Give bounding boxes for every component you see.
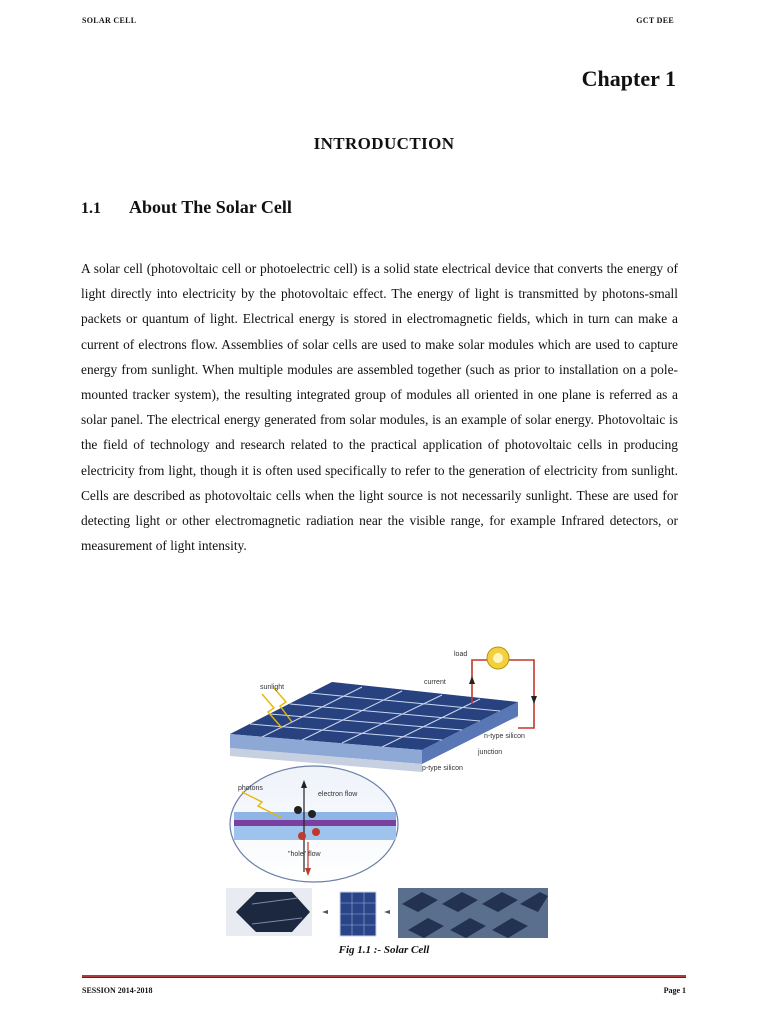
figure-caption: Fig 1.1 :- Solar Cell [338,944,430,956]
solar-cell-diagram [222,642,552,942]
section-number: 1.1 [81,200,101,217]
body-paragraph: A solar cell (photovoltaic cell or photoelectric cell) is a solid state electrical device that converts the energy of light directly into electricity by the photovoltaic effect. The energy of light is transmitted by photons-small packets or quantum of light. Electrical energy is stored in electromagnetic fields, which in turn can make a current of electrons flow. Assemblies of solar cells are used to make solar modules which are used to capture energy from sunlight. When multiple modules are assembled together (such as prior to installation on a pole-mounted tracker system), the resulting integrated group of modules all oriented in one plane is referred as a solar panel. The electrical energy generated from solar modules, is an example of solar energy. Photovoltaic is the field of technology and research related to the practical application of photovoltaic cells in producing electricity from light, though it is often used specifically to refer to the generation of electricity from sunlight. Cells are described as photovoltaic cells when the light source is not necessarily sunlight. These are used for detecting light or other electromagnetic radiation near the visible range, for example Infrared detectors, or measurement of light intensity. [81,261,678,554]
label-electron-flow: electron flow [318,791,358,798]
running-header [82,16,686,30]
label-photons: photons [238,785,263,792]
label-hole-flow: "hole" flow [288,851,321,858]
chapter-title: Chapter 1 [581,66,676,91]
label-sunlight: sunlight [260,684,285,691]
label-n-type: n-type silicon [484,733,525,740]
label-p-type: p-type silicon [422,765,463,772]
label-junction: junction [478,749,503,756]
page-heading: INTRODUCTION [313,134,455,153]
cell-module-array-row [226,888,548,938]
section-title: About The Solar Cell [129,197,292,217]
solar-panel [230,682,518,772]
footer-session: SESSION 2014-2018 [82,986,153,995]
label-load: load [454,651,468,658]
section-heading [81,197,292,218]
page-number: Page 1 [663,986,686,995]
label-current: current [424,679,446,686]
footer-divider [82,975,686,978]
magnified-cross-section [230,766,398,882]
header-left: SOLAR CELL [82,16,137,25]
solar-cell-figure [222,642,552,942]
header-right: GCT DEE [636,16,674,25]
